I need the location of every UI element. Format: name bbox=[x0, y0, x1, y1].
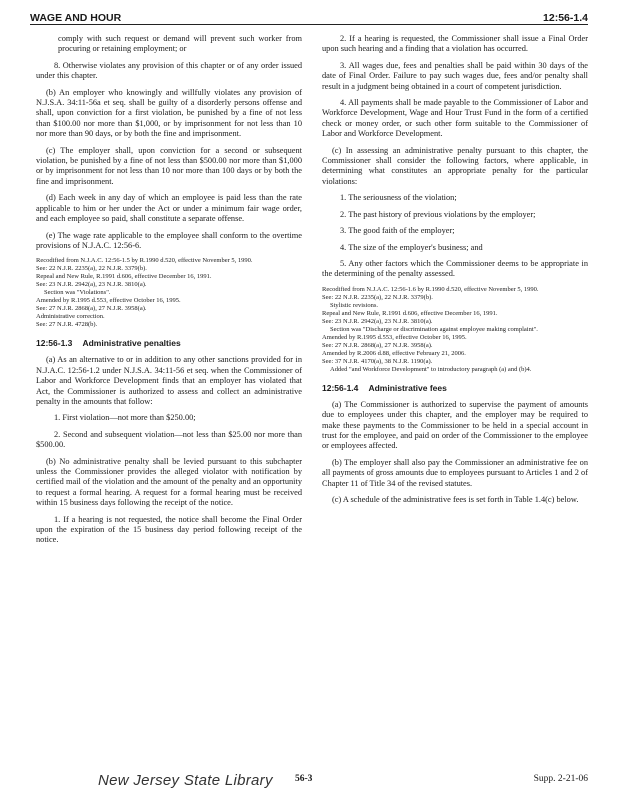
paragraph-b: (b) No administrative penalty shall be levied pursuant to this subchapter unless the Commissioner provides the alleged violator with notification by certified mail of the violation and the amount of the penalty and an opportunity to request a formal hearing. A request for a formal hearing must be received within 15 business days following the receipt of the notice. bbox=[36, 456, 302, 508]
factor-item: 4. The size of the employer's business; and bbox=[340, 242, 483, 252]
section-title: Administrative penalties bbox=[82, 338, 181, 349]
section-heading bbox=[322, 383, 588, 393]
paragraph-e: (e) The wage rate applicable to the employee shall conform to the overtime provisions of N.J.A.C. 12:56-6. bbox=[36, 230, 302, 250]
hearing-item-2: 2. If a hearing is requested, the Commissioner shall issue a Final Order upon such hearing and a finding that a violation has occurred. bbox=[322, 34, 588, 54]
history-note: Amended by R.1995 d.553, effective October 16, 1995. bbox=[322, 333, 467, 341]
history-notes bbox=[36, 257, 302, 329]
history-note: Repeal and New Rule, R.1991 d.606, effective December 16, 1991. bbox=[36, 273, 212, 281]
item-a7-continued: comply with such request or demand will prevent such worker from procuring or retaining employment; or bbox=[58, 34, 302, 54]
header-chapter-title: WAGE AND HOUR bbox=[30, 12, 122, 24]
history-note: See: 27 N.J.R. 4728(b). bbox=[36, 321, 98, 329]
hearing-item-4: 4. All payments shall be made payable to the Commissioner of Labor and Workforce Development, Wage and Hour Trust Fund in the form of a certified check or money order, or such other form suitable to the Commissioner of Labor and Workforce Development. bbox=[322, 98, 588, 139]
history-note: Recodified from N.J.A.C. 12:56-1.5 by R.1990 d.520, effective November 5, 1990. bbox=[36, 257, 253, 265]
history-note: See: 22 N.J.R. 2235(a), 22 N.J.R. 3379(b). bbox=[36, 265, 147, 273]
history-note: Amended by R.2006 d.88, effective February 21, 2006. bbox=[322, 349, 466, 357]
section-number: 12:56-1.3 bbox=[36, 338, 73, 349]
history-note: See: 37 N.J.R. 4170(a), 38 N.J.R. 1190(a). bbox=[322, 357, 433, 365]
history-note: See: 27 N.J.R. 2868(a), 27 N.J.R. 3958(a). bbox=[322, 341, 433, 349]
left-column bbox=[36, 34, 302, 552]
paragraph-a: (a) As an alternative to or in addition to any other sanctions provided for in N.J.A.C. 12:56-1.2 under N.J.S.A. 34:11-56 et seq. when the Commissioner of Labor and Workforce Development finds that an employer has violated that Act, the Commissioner is authorized to assess and collect an administrative penalty in the amounts that follow: bbox=[36, 355, 302, 406]
item-a8: 8. Otherwise violates any provision of this chapter or of any order issued under this chapter. bbox=[36, 60, 302, 81]
library-watermark: New Jersey State Library bbox=[98, 772, 273, 789]
history-note: See: 27 N.J.R. 2868(a), 27 N.J.R. 3958(a). bbox=[36, 305, 147, 313]
paragraph-c: (c) A schedule of the administrative fees is set forth in Table 1.4(c) below. bbox=[332, 494, 579, 504]
factor-item: 1. The seriousness of the violation; bbox=[340, 193, 457, 203]
history-notes bbox=[322, 286, 588, 374]
paragraph-d: (d) Each week in any day of which an employee is paid less than the rate applicable to him or her under the Act or under a minimum fair wage order, and each employee so paid, shall constitute a separate offense. bbox=[36, 193, 302, 224]
right-column bbox=[322, 34, 588, 511]
history-note: Stylistic revisions. bbox=[330, 301, 379, 309]
section-heading bbox=[36, 338, 302, 348]
history-note: Added "and Workforce Development" to introductory paragraph (a) and (b)4. bbox=[330, 365, 532, 373]
factor-item: 5. Any other factors which the Commissioner deems to be appropriate in the determining of the penalty assessed. bbox=[322, 258, 588, 279]
hearing-item-1: 1. If a hearing is not requested, the notice shall become the Final Order upon the expiration of the 15 business day period following receipt of the notice. bbox=[36, 514, 302, 545]
page-number: 56-3 bbox=[295, 774, 313, 784]
history-note: See: 23 N.J.R. 2942(a), 23 N.J.R. 3810(a). bbox=[322, 317, 433, 325]
page-footer bbox=[30, 770, 588, 792]
paragraph-b: (b) An employer who knowingly and willfully violates any provision of N.J.S.A. 34:11-56a et seq. shall be guilty of a disorderly persons offense and shall, upon conviction for a first violation, be punished by a fine of not less than $100.00 nor more than $1,000, or by imprisonment for not less than 10 nor more than 90 days, or by both the fine and imprisonment. bbox=[36, 87, 302, 139]
supplement-date: Supp. 2-21-06 bbox=[533, 774, 588, 784]
history-note: See: 23 N.J.R. 2942(a), 23 N.J.R. 3810(a). bbox=[36, 281, 147, 289]
history-note: Section was "Violations". bbox=[44, 289, 111, 297]
factor-item: 2. The past history of previous violations by the employer; bbox=[340, 209, 536, 219]
factor-item: 3. The good faith of the employer; bbox=[340, 226, 455, 236]
history-note: See: 22 N.J.R. 2235(a), 22 N.J.R. 3379(b). bbox=[322, 293, 433, 301]
hearing-item-3: 3. All wages due, fees and penalties shall be paid within 30 days of the date of Final Order. Failure to pay such wages due, fees and/or penalty shall result in a judgment being obtained in a court of competent jurisdiction. bbox=[322, 60, 588, 91]
history-note: Administrative correction. bbox=[36, 313, 105, 321]
paragraph-a: (a) The Commissioner is authorized to supervise the payment of amounts due to employees under this chapter, and the employer may be required to make these payments to the Commissioner to be held in a special account in trust for the employee, and paid on order of the Commissioner to the employee or employees affected. bbox=[322, 399, 588, 451]
paragraph-c: (c) The employer shall, upon conviction for a second or subsequent violation, be punished by a fine of not less than $500.00 nor more than $1,000 or by imprisonment for not less than 10 nor more than 100 days or by both the fine and imprisonment. bbox=[36, 145, 302, 186]
penalty-item-1: 1. First violation—not more than $250.00; bbox=[54, 413, 196, 423]
history-note: Recodified from N.J.A.C. 12:56-1.6 by R.1990 d.520, effective November 5, 1990. bbox=[322, 285, 539, 293]
penalty-item-2: 2. Second and subsequent violation—not less than $25.00 nor more than $500.00. bbox=[36, 429, 302, 450]
section-title: Administrative fees bbox=[368, 382, 447, 393]
history-note: Section was "Discharge or discrimination against employee making complaint". bbox=[330, 325, 538, 333]
header-rule bbox=[30, 24, 588, 25]
section-number: 12:56-1.4 bbox=[322, 382, 359, 393]
paragraph-b: (b) The employer shall also pay the Commissioner an administrative fee on all payments of gross amounts due to employees pursuant to Articles 1 and 2 of Chapter 11 of Title 34 of the revised statutes. bbox=[322, 457, 588, 488]
header-section-number: 12:56-1.4 bbox=[543, 12, 588, 24]
paragraph-c: (c) In assessing an administrative penalty pursuant to this chapter, the Commissioner shall consider the following factors, where applicable, in determining what constitutes an appropriate penalty for the particular violations: bbox=[322, 145, 588, 186]
history-note: Amended by R.1995 d.553, effective October 16, 1995. bbox=[36, 297, 181, 305]
history-note: Repeal and New Rule, R.1991 d.606, effective December 16, 1991. bbox=[322, 309, 498, 317]
